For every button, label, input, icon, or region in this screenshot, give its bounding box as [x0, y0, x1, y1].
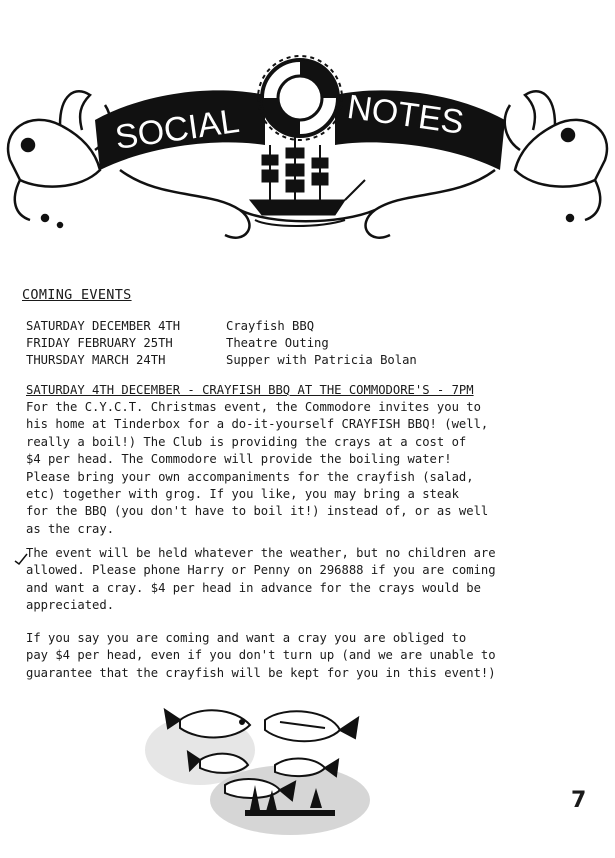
event-row: [26, 335, 417, 352]
event-row: [26, 352, 417, 369]
paragraph-invitation: [26, 399, 586, 538]
coming-events-heading: COMING EVENTS: [22, 287, 132, 303]
crayfish-bbq-heading-block: [26, 382, 586, 399]
paragraph-line: The event will be held whatever the weather, but no children are: [26, 546, 496, 560]
event-name: Crayfish BBQ: [226, 319, 315, 333]
paragraph-line: $4 per head. The Commodore will provide the boiling water!: [26, 452, 452, 467]
paragraph-line: his home at Tinderbox for a do-it-yourself CRAYFISH BBQ! (well,: [26, 417, 489, 432]
event-date: THURSDAY MARCH 24TH: [26, 353, 166, 367]
event-name: Theatre Outing: [226, 336, 329, 350]
paragraph-line: and want a cray. $4 per head in advance for the crays would be: [26, 580, 481, 595]
banner-text-right: NOTES: [344, 87, 467, 142]
paragraph-line: pay $4 per head, even if you don't turn up (and we are unable to: [26, 648, 496, 663]
paragraph-line: really a boil!) The Club is providing the crays at a cost of: [26, 434, 467, 449]
paragraph-details: [26, 545, 586, 615]
crayfish-bbq-heading: SATURDAY 4TH DECEMBER - CRAYFISH BBQ AT THE COMMODORE'S - 7PM: [26, 383, 474, 397]
paragraph-obligation: [26, 630, 586, 682]
paragraph-line: as the cray.: [26, 521, 115, 536]
event-row: [26, 318, 417, 335]
sailing-ship-icon: [250, 135, 365, 226]
paragraph-line: allowed. Please phone Harry or Penny on 296888 if you are coming: [26, 563, 496, 578]
right-sea-creature-icon: [505, 91, 607, 221]
fish-icon: [265, 711, 358, 741]
paragraph-line: For the C.Y.C.T. Christmas event, the Commodore invites you to: [26, 400, 481, 414]
event-date: FRIDAY FEBRUARY 25TH: [26, 336, 173, 350]
event-date: SATURDAY DECEMBER 4TH: [26, 319, 181, 333]
event-name: Supper with Patricia Bolan: [226, 353, 417, 367]
banner-text-left: SOCIAL: [112, 101, 242, 157]
left-sea-creature-icon: [8, 91, 110, 227]
paragraph-line: appreciated.: [26, 598, 115, 613]
life-ring-icon: [258, 56, 342, 140]
paragraph-line: guarantee that the crayfish will be kept for you in this event!): [26, 665, 496, 680]
paragraph-line: etc) together with grog. If you like, you may bring a steak: [26, 487, 459, 502]
paragraph-line: Please bring your own accompaniments for the crayfish (salad,: [26, 469, 474, 484]
page-number: 7: [571, 788, 587, 813]
fish-illustration: [140, 690, 380, 840]
events-list: [26, 318, 417, 369]
paragraph-line: If you say you are coming and want a cray you are obliged to: [26, 631, 467, 645]
paragraph-line: for the BBQ (you don't have to boil it!) instead of, or as well: [26, 504, 489, 519]
social-notes-banner: [0, 50, 615, 250]
